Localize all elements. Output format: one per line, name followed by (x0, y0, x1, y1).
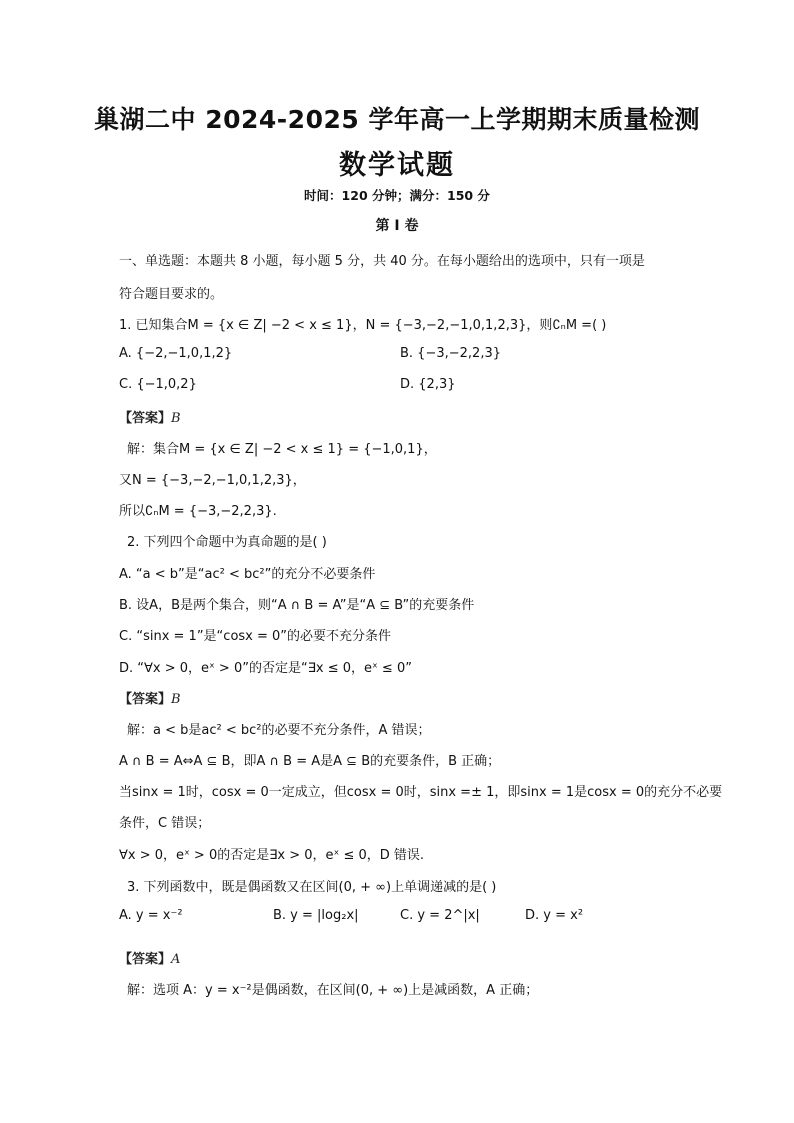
q2-option-b: B. 设A，B是两个集合，则“A ∩ B = A”是“A ⊆ B”的充要条件 (119, 598, 475, 613)
exam-subtitle: 数学试题 (339, 150, 455, 181)
q1-solution-line2: 又N = {−3,−2,−1,0,1,2,3}， (119, 473, 306, 488)
answer-value: B (171, 692, 181, 707)
q1-option-c: C. {−1,0,2} (119, 377, 197, 392)
q2-answer (119, 688, 181, 707)
q3-stem: 3. 下列函数中，既是偶函数又在区间(0, + ∞)上单调递减的是( ) (127, 880, 497, 895)
q2-solution-line5: ∀x > 0，eˣ > 0的否定是∃x > 0，eˣ ≤ 0，D 错误. (119, 848, 425, 863)
answer-value: A (171, 952, 181, 967)
q2-option-a: A. “a < b”是“ac² < bc²”的充分不必要条件 (119, 567, 376, 582)
q2-option-d: D. “∀x > 0，eˣ > 0”的否定是“∃x ≤ 0，eˣ ≤ 0” (119, 661, 412, 676)
q2-solution-line4: 条件，C 错误； (119, 816, 211, 831)
q3-option-d: D. y = x² (525, 908, 584, 923)
q1-solution-line3: 所以∁ₙM = {−3,−2,2,3}. (119, 504, 277, 519)
answer-value: B (171, 411, 181, 426)
q1-option-a: A. {−2,−1,0,1,2} (119, 346, 233, 361)
q3-solution-line1: 解：选项 A：y = x⁻²是偶函数，在区间(0, + ∞)上是减函数，A 正确； (127, 983, 539, 998)
section-intro-line1: 一、单选题：本题共 8 小题，每小题 5 分，共 40 分。在每小题给出的选项中，只有一项是 (119, 254, 645, 269)
q1-solution-line1: 解：集合M = {x ∈ Z| −2 < x ≤ 1} = {−1,0,1}， (127, 442, 437, 457)
answer-label: 【答案】 (119, 952, 172, 967)
q1-option-d: D. {2,3} (400, 377, 456, 392)
q2-solution-line2: A ∩ B = A⇔A ⊆ B，即A ∩ B = A是A ⊆ B的充要条件，B 正确； (119, 754, 501, 769)
q1-answer (119, 407, 181, 426)
q2-option-c: C. “sinx = 1”是“cosx = 0”的必要不充分条件 (119, 629, 392, 644)
q1-stem: 1. 已知集合M = {x ∈ Z| −2 < x ≤ 1}，N = {−3,−2,−1,0,1,2,3}，则∁ₙM =( ) (119, 318, 607, 333)
exam-title: 巢湖二中 2024-2025 学年高一上学期期末质量检测 (94, 105, 700, 134)
q3-option-b: B. y = |log₂x| (273, 908, 359, 923)
q2-stem: 2. 下列四个命题中为真命题的是( ) (127, 535, 327, 550)
answer-label: 【答案】 (119, 692, 172, 707)
q3-option-a: A. y = x⁻² (119, 908, 183, 923)
q1-option-b: B. {−3,−2,2,3} (400, 346, 501, 361)
q2-solution-line1: 解：a < b是ac² < bc²的必要不充分条件，A 错误； (127, 723, 431, 738)
exam-meta: 时间：120 分钟；满分：150 分 (304, 188, 490, 203)
q3-option-c: C. y = 2^|x| (400, 908, 480, 923)
q3-answer (119, 948, 180, 967)
q2-solution-line3: 当sinx = 1时，cosx = 0一定成立，但cosx = 0时，sinx =± 1，即sinx = 1是cosx = 0的充分不必要 (119, 785, 723, 800)
volume-label: 第 I 卷 (375, 218, 419, 234)
answer-label: 【答案】 (119, 411, 172, 426)
section-intro-line2: 符合题目要求的。 (119, 287, 224, 302)
